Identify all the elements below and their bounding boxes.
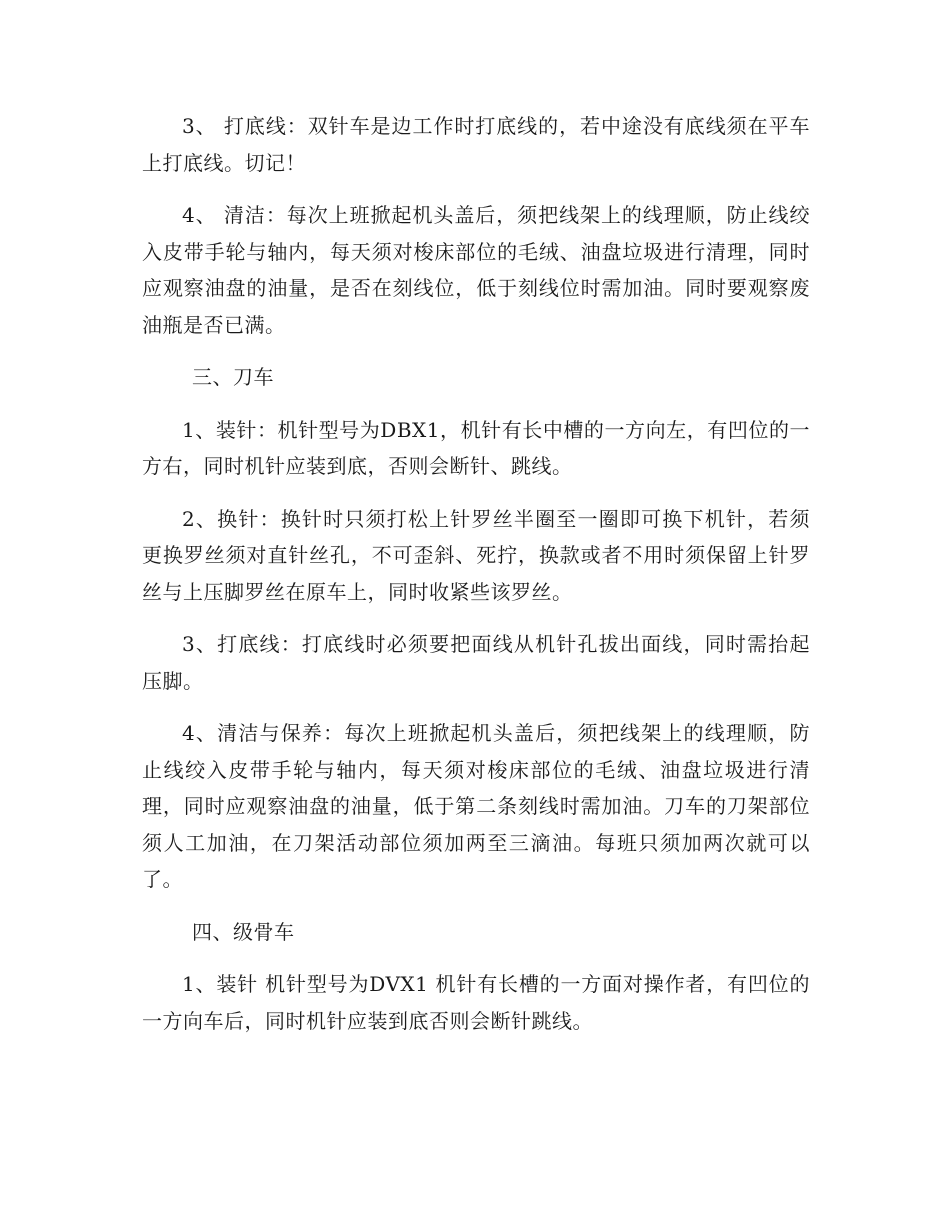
paragraph-knife-install-needle: 1、装针：机针型号为DBX1，机针有长中槽的一方向左，有凹位的一方右，同时机针应装到底，否则会断针、跳线。 xyxy=(142,417,810,478)
paragraph-binding-install-needle: 1、装针 机针型号为DVX1 机针有长槽的一方面对操作者，有凹位的一方向车后，同时机针应装到底否则会断针跳线。 xyxy=(142,972,810,1033)
paragraph-double-needle-bobbin: 3、 打底线：双针车是边工作时打底线的，若中途没有底线须在平车上打底线。切记！ xyxy=(142,114,810,175)
document-body xyxy=(142,108,810,1055)
section-heading-binding-machine: 四、级骨车 xyxy=(192,919,295,944)
paragraph-knife-cleaning-maintenance: 4、清洁与保养：每次上班掀起机头盖后，须把线架上的线理顺，防止线绞入皮带手轮与轴内，每天须对梭床部位的毛绒、油盘垃圾进行清理，同时应观察油盘的油量，低于第二条刻线时需加油。刀车的刀架部位须人工加油，在刀架活动部位须加两至三滴油。每班只须加两次就可以了。 xyxy=(142,721,810,891)
paragraph-double-needle-cleaning: 4、 清洁：每次上班掀起机头盖后，须把线架上的线理顺，防止线绞入皮带手轮与轴内，每天须对梭床部位的毛绒、油盘垃圾进行清理，同时应观察油盘的油量，是否在刻线位，低于刻线位时需加油。同时要观察废油瓶是否已满。 xyxy=(142,203,810,337)
section-heading-knife-machine: 三、刀车 xyxy=(192,365,274,389)
paragraph-knife-bobbin: 3、打底线：打底线时必须要把面线从机针孔拔出面线，同时需抬起压脚。 xyxy=(142,632,810,693)
paragraph-knife-change-needle: 2、换针：换针时只须打松上针罗丝半圈至一圈即可换下机针，若须更换罗丝须对直针丝孔，不可歪斜、死拧，换款或者不用时须保留上针罗丝与上压脚罗丝在原车上，同时收紧些该罗丝。 xyxy=(142,506,810,604)
